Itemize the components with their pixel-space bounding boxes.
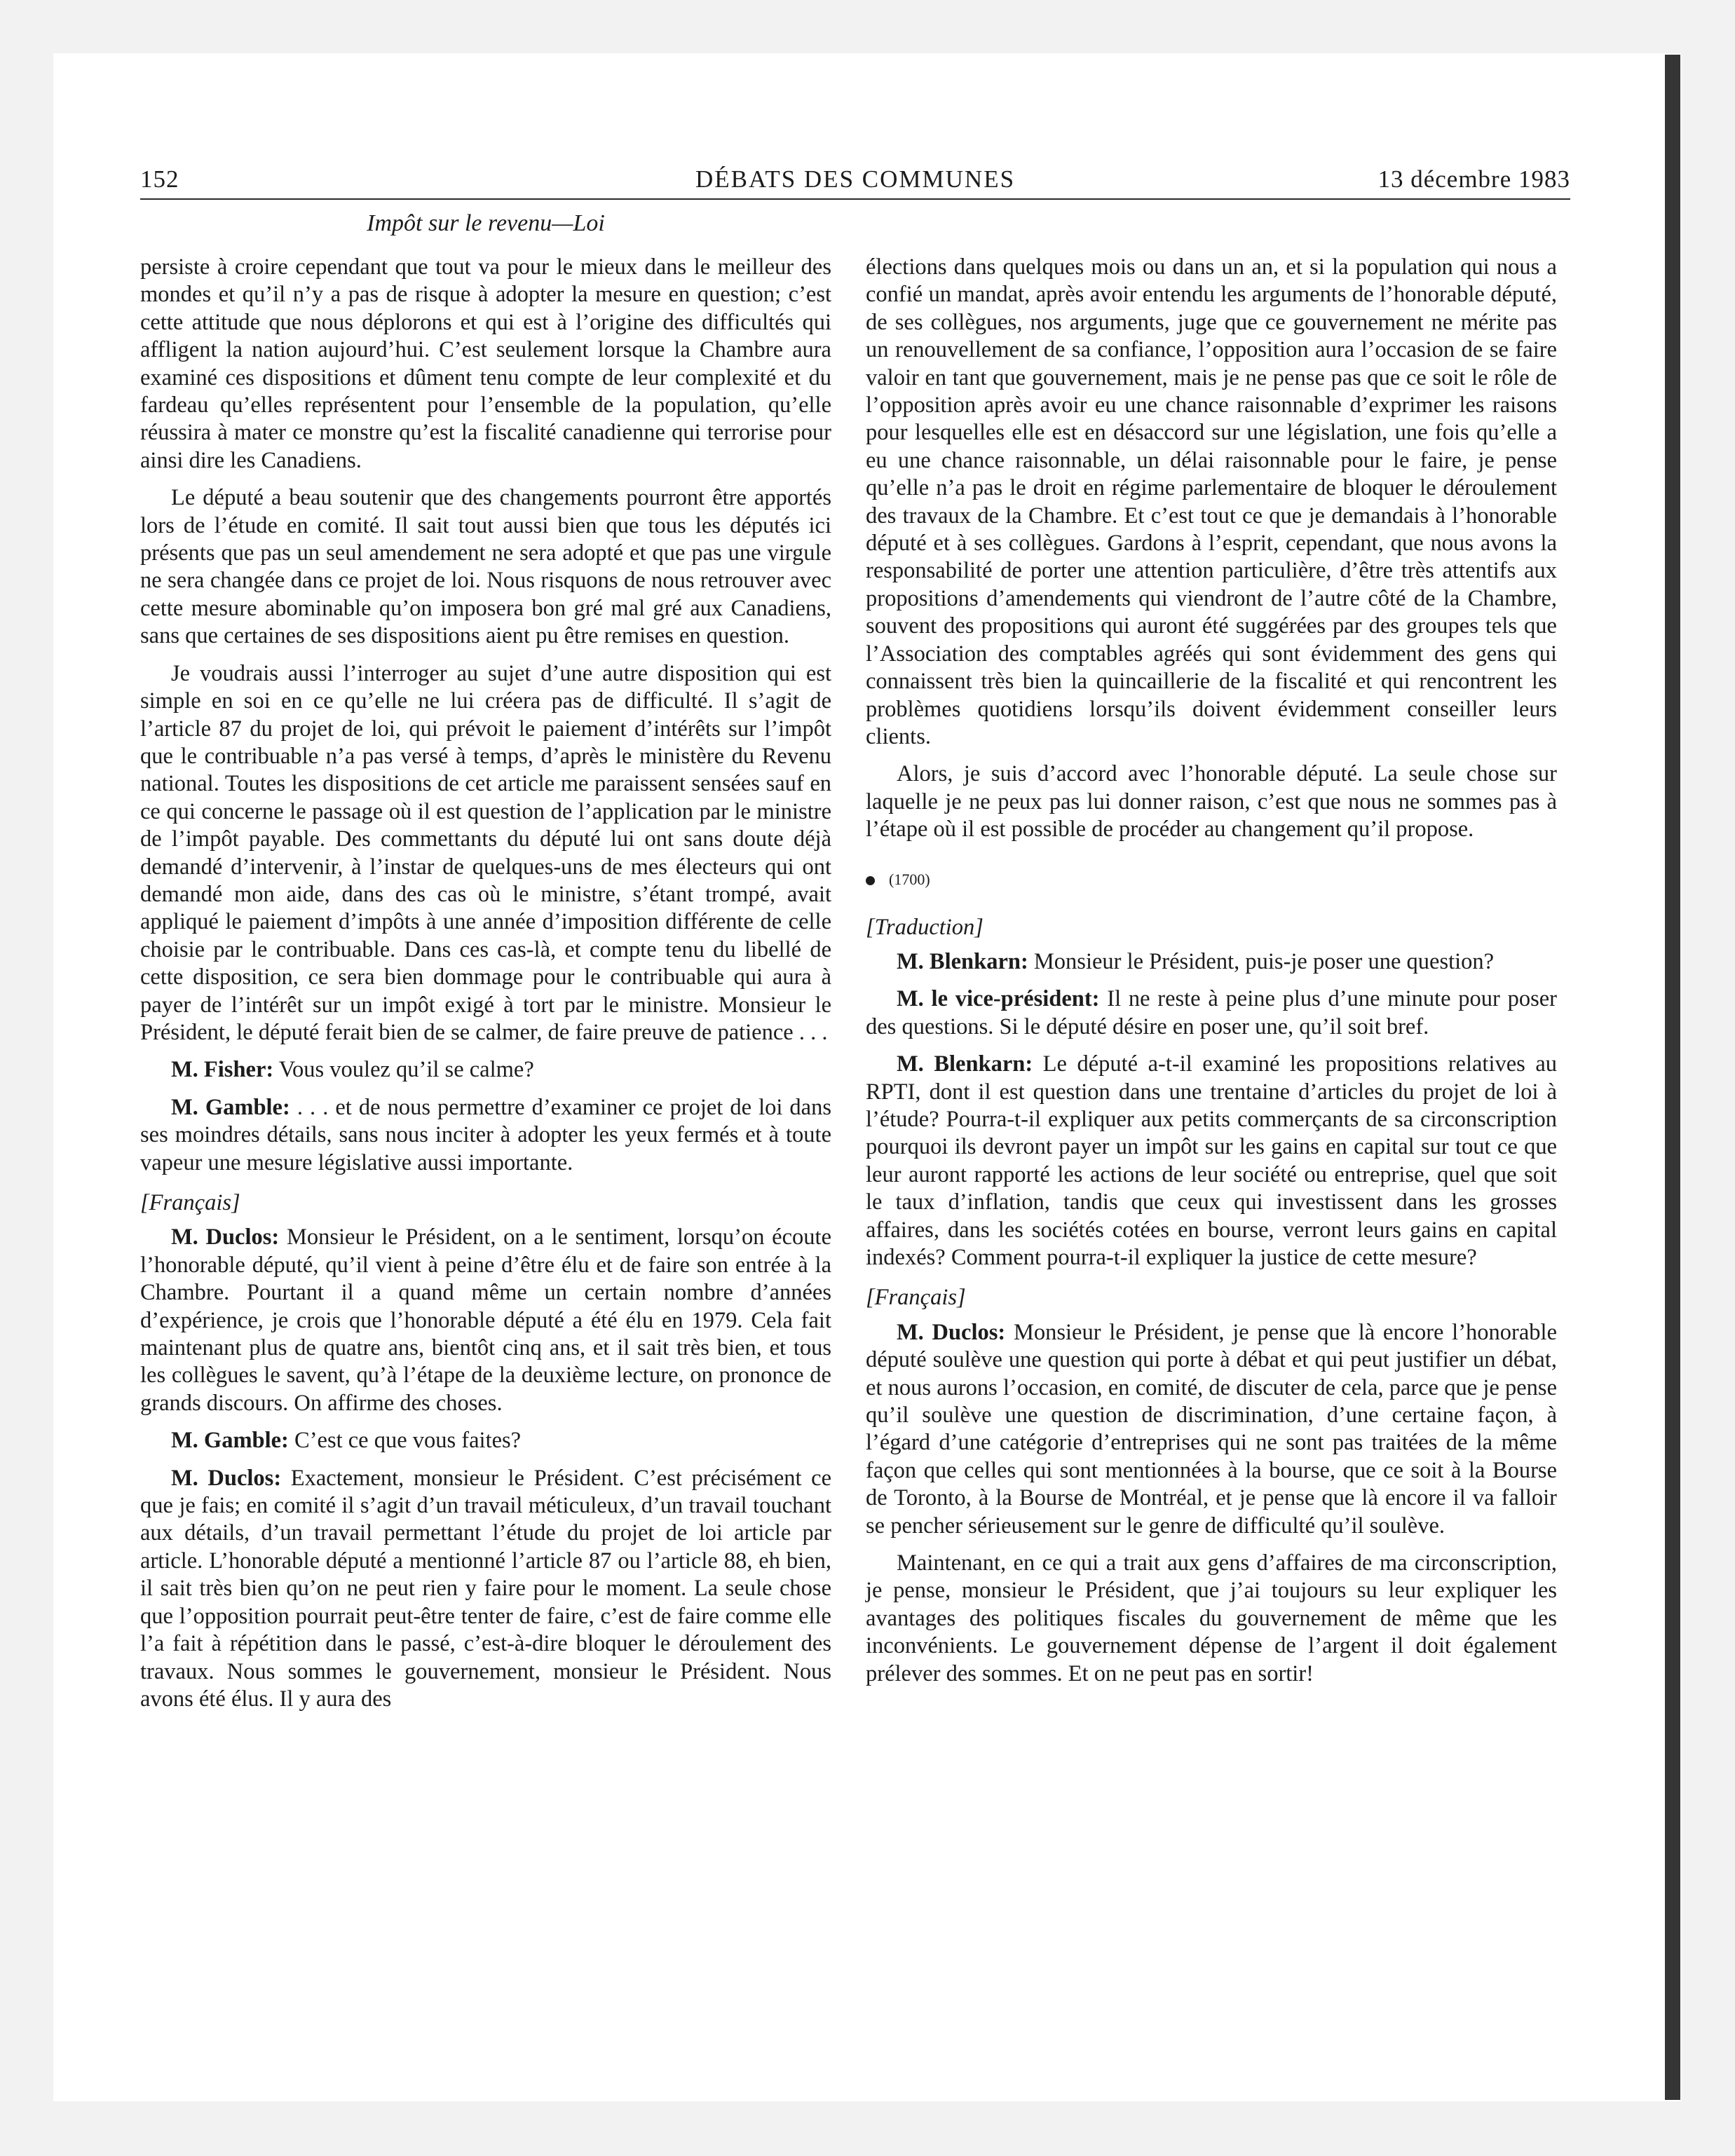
publication-title: DÉBATS DES COMMUNES bbox=[695, 165, 1016, 193]
header-date: 13 décembre 1983 bbox=[1377, 165, 1570, 193]
paragraph: Alors, je suis d’accord avec l’honorable député. La seule chose sur laquelle je ne peux pas lui donner raison, c’est que nous ne sommes pas à l’étape où il est possible de procéder au changement qu’il propose. bbox=[866, 761, 1557, 842]
scan-edge-bar bbox=[1665, 55, 1680, 2100]
paragraph: Maintenant, en ce qui a trait aux gens d’affaires de ma circonscription, je pense, monsieur le Président, que j’ai toujours su leur expliquer les avantages des politiques fiscales du gouvernement de même que les inconvénients. Le gouvernement dépense de l’argent il doit également prélever des sommes. Et on ne peut pas en sortir! bbox=[866, 1550, 1557, 1686]
language-label: [Français] bbox=[866, 1285, 966, 1311]
speech-text: Exactement, monsieur le Président. C’est précisément ce que je fais; en comité il s’agit d’un travail méticuleux, d’un travail touchant aux détails, d’un travail permettant l’étude du projet de loi article par article. L’honorable député a mentionné l’article 87 ou l’article 88, eh bien, il sait très bien qu’on ne peut rien y faire pour le moment. La seule chose que l’opposition pourrait peut-être tenter de faire, c’est de faire comme elle l’a fait à répétition dans le passé, c’est-à-dire bloquer le déroulement des travaux. Nous sommes le gouvernement, monsieur le Président. Nous avons été élus. Il y aura des bbox=[140, 1465, 831, 1712]
speech-paragraph bbox=[866, 985, 1557, 1041]
language-label: [Traduction] bbox=[866, 914, 984, 940]
speech-paragraph bbox=[866, 1051, 1557, 1271]
paragraph: Je voudrais aussi l’interroger au sujet d’une autre disposition qui est simple en soi en ce qu’elle ne lui créera pas de difficulté. Il s’agit de l’article 87 du projet de loi, qui prévoit le paiement d’intérêts sur l’impôt que le contribuable n’a pas versé à temps, d’après le ministère du Revenu national. Toutes les dispositions de cet article me paraissent sensées sauf en ce qui concerne le passage où il est question de l’application par le ministre de l’impôt payable. Des commettants du député lui ont sans doute déjà demandé d’intervenir, à l’instar de quelques-uns de mes électeurs qui ont demandé mon aide, dans des cas où le ministre, s’étant trompé, avait appliqué le paiement d’impôts à une année d’imposition différente de celle choisie par le contribuable. Dans ces cas-là, et compte tenu du libellé de cette disposition, ce sera bien dommage pour le contribuable qui aura à payer de l’intérêt sur un impôt exigé à tort par le ministre. Monsieur le Président, le député ferait bien de se calmer, de faire preuve de patience . . . bbox=[140, 660, 831, 1045]
speech-text: Monsieur le Président, je pense que là encore l’honorable député soulève une question qui porte à débat et qui peut justifier un débat, et nous aurons l’occasion, en comité, de discuter de cela, parce que je pense qu’il soulève une question de discrimination, d’une certaine façon, à l’égard d’une catégorie d’entreprises qui ne sont pas traitées de la même façon que celles qui sont mentionnées à la bourse, que ce soit à la Bourse de Toronto, à la Bourse de Montréal, et je pense que là encore il va falloir se pencher sérieusement sur le genre de difficulté qu’il soulève. bbox=[866, 1319, 1557, 1538]
speaker-name: M. Blenkarn: bbox=[897, 948, 1028, 974]
page-header bbox=[140, 165, 1570, 199]
speaker-name: M. Duclos: bbox=[897, 1319, 1006, 1345]
left-column bbox=[140, 254, 831, 1723]
paragraph: Le député a beau soutenir que des changements pourront être apportés lors de l’étude en comité. Il sait tout aussi bien que tous les députés ici présents que pas un seul amendement ne sera adopté et que pas une virgule ne sera changée dans ce projet de loi. Nous risquons de nous retrouver avec cette mesure abominable qu’on imposera bon gré mal gré aux Canadiens, sans que certaines de ses dispositions aient pu être remises en question. bbox=[140, 485, 831, 649]
speech-text: Le député a-t-il examiné les propositions relatives au RPTI, dont il est question dans une trentaine d’articles du projet de loi à l’étude? Pourra-t-il expliquer aux petits commerçants de sa circonscription pourquoi ils devront payer un impôt sur les gains en capital sur tout ce que leur auront rapporté les actions de leur société ou entreprise, quel que soit le taux d’inflation, tandis que ceux qui investissent dans les grosses affaires, dans les sociétés cotées en bourse, verront leurs gains en capital indexés? Comment pourra-t-il expliquer la justice de cette mesure? bbox=[866, 1051, 1558, 1270]
speech-text: Vous voulez qu’il se calme? bbox=[273, 1057, 534, 1083]
right-column bbox=[866, 254, 1557, 1698]
speech-paragraph bbox=[140, 1427, 831, 1454]
bullet-dot-icon bbox=[866, 876, 875, 885]
paragraph-continued: persiste à croire cependant que tout va pour le mieux dans le meilleur des mondes et qu’il n’y a pas de risque à adopter la mesure en question; c’est cette attitude que nous déplorons et qui est à l’origine des difficultés qui affligent la nation aujourd’hui. C’est seulement lorsque la Chambre aura examiné ces dispositions et dûment tenu compte de leur complexité et du fardeau qu’elles représentent pour l’ensemble de la population, qu’elle réussira à mater ce monstre qu’est la fiscalité canadienne qui terrorise pour ainsi dire les Canadiens. bbox=[140, 254, 831, 473]
speech-text: Il ne reste à peine plus d’une minute pour poser des questions. Si le député désire en poser une, qu’il soit bref. bbox=[866, 986, 1558, 1039]
speech-text: C’est ce que vous faites? bbox=[288, 1428, 522, 1454]
speech-paragraph bbox=[140, 1465, 831, 1714]
speaker-name: M. Gamble: bbox=[171, 1094, 290, 1120]
speaker-name: M. Blenkarn: bbox=[897, 1051, 1033, 1077]
language-label: [Français] bbox=[140, 1190, 240, 1215]
speech-text: . . . et de nous permettre d’examiner ce projet de loi dans ses moindres détails, sans nous inciter à adopter les yeux fermés et à toute vapeur une mesure législative aussi importante. bbox=[140, 1094, 831, 1175]
speech-paragraph bbox=[140, 1056, 831, 1084]
paragraph-continued: élections dans quelques mois ou dans un an, et si la population qui nous a confié un mandat, après avoir entendu les arguments de l’honorable député, de ses collègues, nos arguments, juge que ce gouvernement ne mérite pas un renouvellement de sa confiance, l’opposition aura l’occasion de se faire valoir en tant que gouvernement, mais je ne pense pas que ce soit le rôle de l’opposition après avoir eu une chance raisonnable d’exprimer les raisons pour lesquelles elle est en désaccord sur une législation, une fois qu’elle a eu une chance raisonnable, un délai raisonnable pour le faire, je pense qu’elle n’a pas le droit en régime parlementaire de bloquer le déroulement des travaux de la Chambre. Et c’est tout ce que je demandais à l’honorable député et à ses collègues. Gardons à l’esprit, cependant, que nous avons la responsabilité de porter une attention particulière, d’être très attentifs aux propositions d’amendements qui viendront de l’autre côté de la Chambre, souvent des propositions qui auront été suggérées par des groupes tels que l’Association des comptables agréés qui sont évidemment des gens qui connaissent très bien la quincaillerie de la fiscalité et qui rencontrent les problèmes quotidiens lorsqu’ils doivent évidemment conseiller leurs clients. bbox=[866, 254, 1557, 749]
speaker-name: M. le vice-président: bbox=[897, 986, 1100, 1012]
speaker-name: M. Duclos: bbox=[171, 1224, 280, 1250]
time-marker bbox=[866, 869, 1557, 890]
speech-paragraph bbox=[866, 948, 1557, 976]
speech-paragraph bbox=[140, 1224, 831, 1417]
time-marker-text: (1700) bbox=[889, 870, 930, 888]
page-number: 152 bbox=[140, 165, 179, 193]
speech-text: Monsieur le Président, puis-je poser une question? bbox=[1028, 948, 1495, 974]
header-rule bbox=[140, 198, 1570, 200]
speaker-name: M. Gamble: bbox=[171, 1428, 289, 1454]
speech-paragraph bbox=[140, 1094, 831, 1177]
speech-text: Monsieur le Président, on a le sentiment, lorsqu’on écoute l’honorable député, qu’il vient à peine d’être élu et de faire son entrée à la Chambre. Pourtant il a quand même un certain nombre d’années d’expérience, je crois que l’honorable député a été élu en 1979. Cela fait maintenant plus de quatre ans, bientôt cinq ans, et il sait très bien, et tous les collègues le savent, qu’à l’étape de la deuxième lecture, on prononce de grands discours. On affirme des choses. bbox=[140, 1224, 831, 1416]
speech-paragraph bbox=[866, 1319, 1557, 1540]
speaker-name: M. Duclos: bbox=[171, 1465, 282, 1491]
speaker-name: M. Fisher: bbox=[171, 1057, 274, 1083]
section-title: Impôt sur le revenu—Loi bbox=[367, 210, 605, 236]
